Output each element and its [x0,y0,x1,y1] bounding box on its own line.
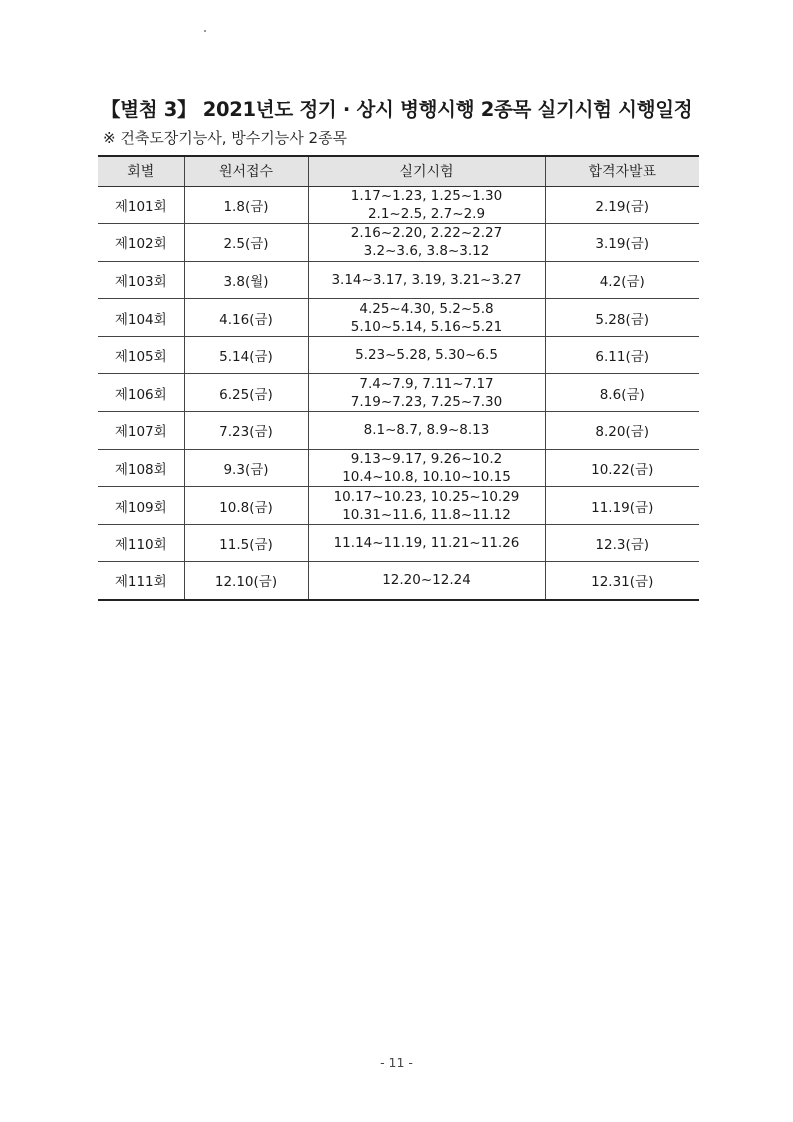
announcement-date-cell: 5.28(금) [545,299,699,337]
table-row [98,524,699,562]
exam-period-line: 2.1~2.5, 2.7~2.9 [367,205,486,222]
exam-period-line: 1.17~1.23, 1.25~1.30 [350,187,503,204]
table-row [98,186,699,224]
exam-period-cell [308,449,545,487]
session-cell: 제105회 [98,336,184,374]
header-exam: 실기시험 [308,156,545,186]
page-subtitle: ※ 건축도장기능사, 방수기능사 2종목 [103,129,348,147]
exam-period-line: 10.31~11.6, 11.8~11.12 [342,506,511,523]
session-cell: 제108회 [98,449,184,487]
exam-period-line: 10.4~10.8, 10.10~10.15 [342,468,511,485]
exam-period-cell [308,224,545,262]
exam-period-cell [308,487,545,525]
session-cell: 제104회 [98,299,184,337]
announcement-date-cell: 8.20(금) [545,412,699,450]
exam-period-cell [308,374,545,412]
header-announcement: 합격자발표 [545,156,699,186]
application-date-cell: 3.8(월) [184,261,308,299]
exam-period-cell [308,524,545,562]
application-date-cell: 7.23(금) [184,412,308,450]
page-title: 【별첨 3】 2021년도 정기 · 상시 병행시행 2종목 실기시험 시행일정 [101,98,693,121]
announcement-date-cell: 2.19(금) [545,186,699,224]
session-cell: 제107회 [98,412,184,450]
table-row [98,449,699,487]
table-row [98,412,699,450]
announcement-date-cell: 6.11(금) [545,336,699,374]
exam-period-cell [308,412,545,450]
session-cell: 제109회 [98,487,184,525]
page-number: - 11 - [380,1055,413,1070]
announcement-date-cell: 3.19(금) [545,224,699,262]
announcement-date-cell: 4.2(금) [545,261,699,299]
session-cell: 제102회 [98,224,184,262]
header-application: 원서접수 [184,156,308,186]
table-row [98,261,699,299]
application-date-cell: 2.5(금) [184,224,308,262]
exam-period-line: 5.10~5.14, 5.16~5.21 [350,318,503,335]
exam-period-line: 3.14~3.17, 3.19, 3.21~3.27 [331,271,522,288]
session-cell: 제111회 [98,562,184,600]
exam-schedule-table [98,155,699,601]
application-date-cell: 5.14(금) [184,336,308,374]
exam-period-line: 3.2~3.6, 3.8~3.12 [363,243,490,260]
exam-period-line: 11.14~11.19, 11.21~11.26 [333,535,520,552]
scan-speck [204,30,206,32]
exam-period-line: 7.4~7.9, 7.11~7.17 [359,375,494,392]
table-row [98,299,699,337]
exam-period-line: 2.16~2.20, 2.22~2.27 [350,225,503,242]
exam-period-line: 9.13~9.17, 9.26~10.2 [350,450,503,467]
announcement-date-cell: 10.22(금) [545,449,699,487]
session-cell: 제106회 [98,374,184,412]
exam-period-line: 12.20~12.24 [382,572,471,589]
application-date-cell: 6.25(금) [184,374,308,412]
exam-period-cell [308,336,545,374]
session-cell: 제103회 [98,261,184,299]
exam-period-line: 5.23~5.28, 5.30~6.5 [355,347,498,364]
table-row [98,487,699,525]
table-row [98,224,699,262]
exam-period-line: 10.17~10.23, 10.25~10.29 [333,488,520,505]
table-row [98,336,699,374]
exam-period-line: 4.25~4.30, 5.2~5.8 [359,300,494,317]
application-date-cell: 10.8(금) [184,487,308,525]
announcement-date-cell: 11.19(금) [545,487,699,525]
application-date-cell: 11.5(금) [184,524,308,562]
announcement-date-cell: 12.31(금) [545,562,699,600]
exam-period-line: 8.1~8.7, 8.9~8.13 [363,422,490,439]
session-cell: 제110회 [98,524,184,562]
session-cell: 제101회 [98,186,184,224]
header-session: 회별 [98,156,184,186]
exam-period-cell [308,562,545,600]
application-date-cell: 4.16(금) [184,299,308,337]
table-header-row [98,156,699,186]
announcement-date-cell: 8.6(금) [545,374,699,412]
announcement-date-cell: 12.3(금) [545,524,699,562]
application-date-cell: 9.3(금) [184,449,308,487]
exam-period-cell [308,186,545,224]
application-date-cell: 12.10(금) [184,562,308,600]
table-body [98,186,699,600]
exam-period-cell [308,299,545,337]
table-row [98,562,699,600]
exam-period-line: 7.19~7.23, 7.25~7.30 [350,393,503,410]
application-date-cell: 1.8(금) [184,186,308,224]
table-row [98,374,699,412]
exam-period-cell [308,261,545,299]
